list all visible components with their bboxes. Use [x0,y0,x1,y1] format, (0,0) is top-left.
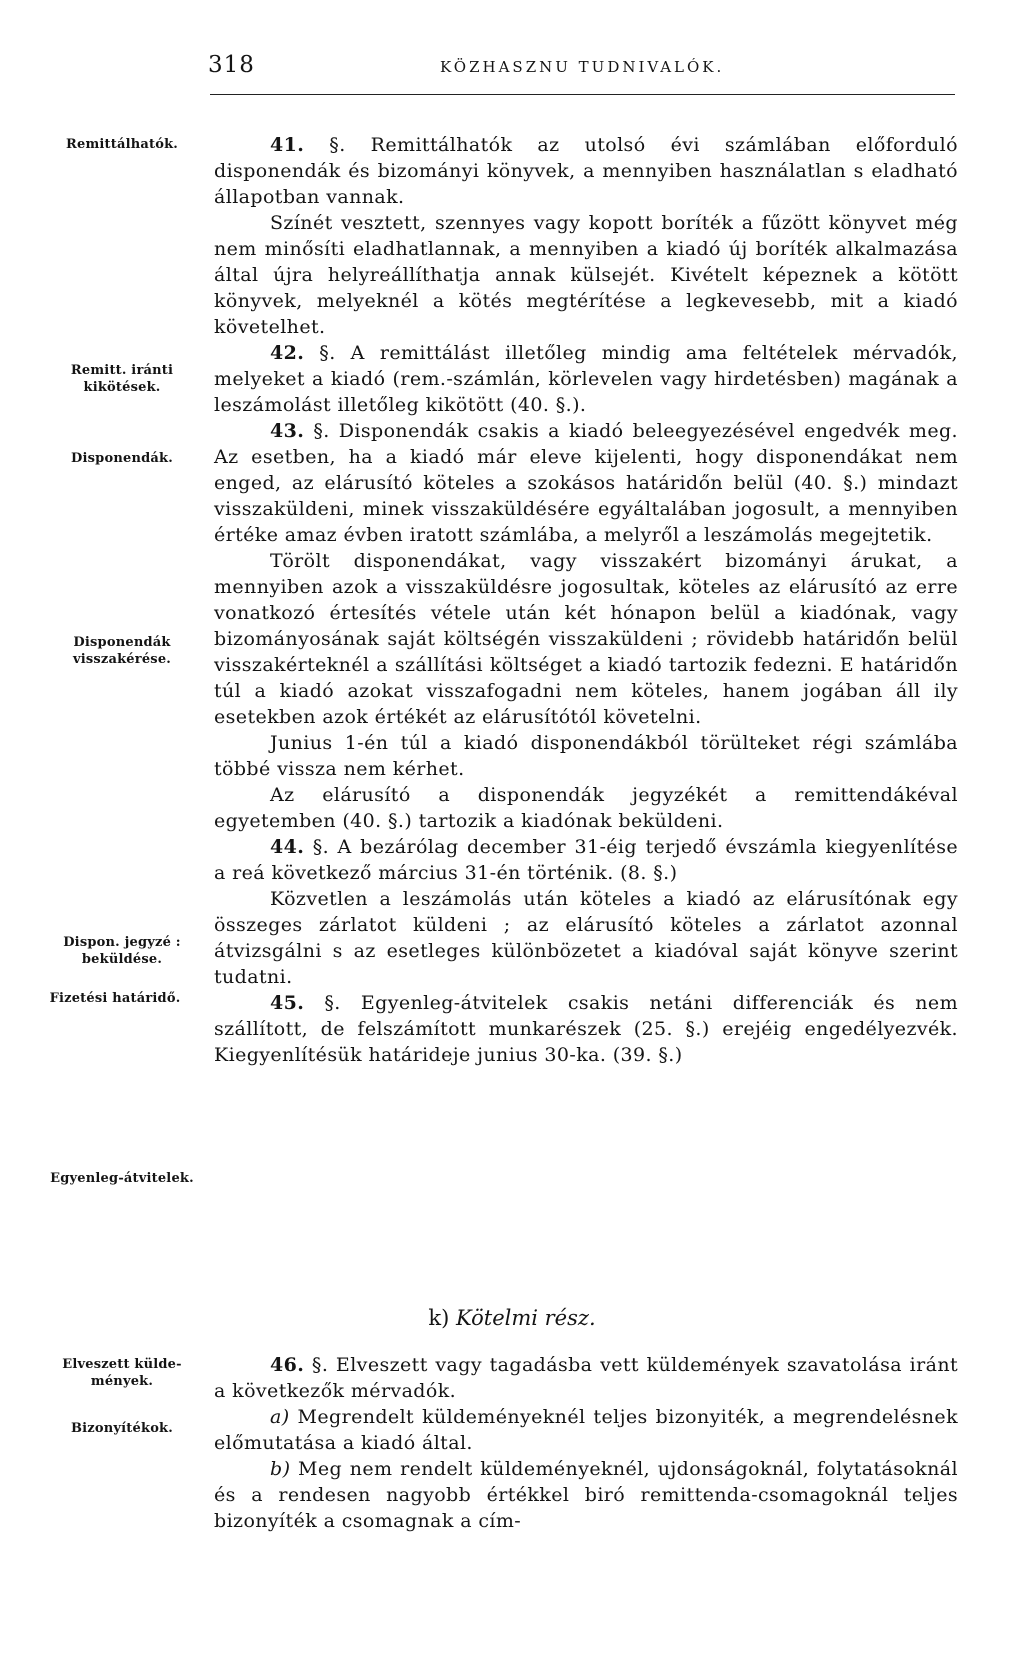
paragraph-a: a) Megrendelt küldeményeknél teljes bizonyiték, a megrendelésnek előmutatása a kiadó által. [214,1406,958,1454]
paragraph-42: 42. §. A remittálást illetőleg mindig ama feltételek mérvadók, melyeket a kiadó (rem.-számlán, körlevelen vagy hirdetésben) magának a leszámolást illetőleg kikötött (40. §.). [214,342,958,416]
margin-note-bizonyitekok: Bizonyítékok. [70,1421,173,1436]
section-heading [0,1306,1024,1330]
margin-note-fizetesi-hatarido: Fizetési határidő. [49,991,181,1006]
margin-note-remitt-kikotesek: Remitt. iránti kikötések. [70,363,174,395]
section-letter: k) [428,1306,450,1330]
paragraph-44: 44. §. A bezárólag december 31-éig terjedő évszámla kiegyenlítése a reá következő március 31-én történik. (8. §.) [214,836,958,884]
paragraph: Közvetlen a leszámolás után köteles a kiadó az elárusítónak egy összeges zárlatot küldeni ; az elárusító köteles a zárlatot azonnal átvizsgálni s az esetleges különbözetet a kiadóval saját könyve szerint tudatni. [214,888,958,988]
paragraph: Törölt disponendákat, vagy visszakért bizományi árukat, a mennyiben azok a visszaküldésre jogosultak, köteles az elárusító az erre vonatkozó értesítés vétele után két hónapon belül a kiadónak, vagy bizományosának saját költségén visszaküldeni ; rövidebb határidőn belül visszakérteknél a szállítási költséget a kiadó tartozik fedezni. E határidőn túl a kiadó azokat visszafogadni nem köteles, hanem jogában áll ily esetekben azok értékét az elárusítótól követelni. [214,550,958,728]
section-title: Kötelmi rész. [455,1306,596,1330]
page-header [0,44,1024,84]
page-number: 318 [208,52,255,78]
paragraph-b: b) Meg nem rendelt küldeményeknél, ujdonságoknál, folytatásoknál és a rendesen nagyobb értékkel biró remittenda-csomagoknál teljes bizonyíték a csomagnak a cím- [214,1458,958,1532]
paragraph-41: 41. §. Remittálhatók az utolsó évi számlában előforduló disponendák és bizományi könyvek, a mennyiben használatlan s eladható állapotban vannak. [214,134,958,208]
margin-note-disponendak-visszakerese: Disponendák visszakérése. [72,635,172,667]
paragraph-46: 46. §. Elveszett vagy tagadásba vett küldemények szavatolása iránt a következők mérvadók. [214,1354,958,1402]
margin-note-remittalhatok: Remittálhatók. [65,137,179,152]
header-rule [210,94,955,95]
running-title: KÖZHASZNU TUDNIVALÓK. [440,58,725,76]
main-text-block-2 [214,1352,958,1534]
margin-note-elveszett-kuldemenyek: Elveszett külde-mények. [62,1357,182,1389]
margin-note-dispon-jegyzek: Dispon. jegyzé : beküldése. [63,935,181,967]
paragraph-43: 43. §. Disponendák csakis a kiadó beleegyezésével engedvék meg. Az esetben, ha a kiadó már eleve kijelenti, hogy disponendákat nem enged, az elárusító köteles a szokásos határidőn belül (40. §.) mindazt visszaküldeni, minek visszaküldésére egyáltalában jogosult, a mennyiben értéke amaz évben iratott számlába, a melyről a leszámolás megejtetik. [214,420,958,546]
paragraph: Junius 1-én túl a kiadó disponendákból törülteket régi számlába többé vissza nem kérhet. [214,732,958,780]
main-text-block [214,132,958,1068]
paragraph-45: 45. §. Egyenleg-átvitelek csakis netáni differenciák és nem szállított, de felszámított munkarészek (25. §.) erejéig engedélyezvék. Kiegyenlítésük határideje junius 30-ka. (39. §.) [214,992,958,1066]
paragraph: Az elárusító a disponendák jegyzékét a remittendákéval egyetemben (40. §.) tartozik a kiadónak beküldeni. [214,784,958,832]
margin-note-disponendak: Disponendák. [71,451,173,466]
paragraph: Színét vesztett, szennyes vagy kopott boríték a fűzött könyvet még nem minősíti eladhatlannak, a mennyiben a kiadó új boríték alkalmazása által újra helyreállíthatja annak külsejét. Kivételt képeznek a kötött könyvek, melyeknél a kötés megtérítése a legkevesebb, mit a kiadó követelhet. [214,212,958,338]
margin-note-egyenleg-atvitelek: Egyenleg-átvitelek. [50,1171,194,1186]
